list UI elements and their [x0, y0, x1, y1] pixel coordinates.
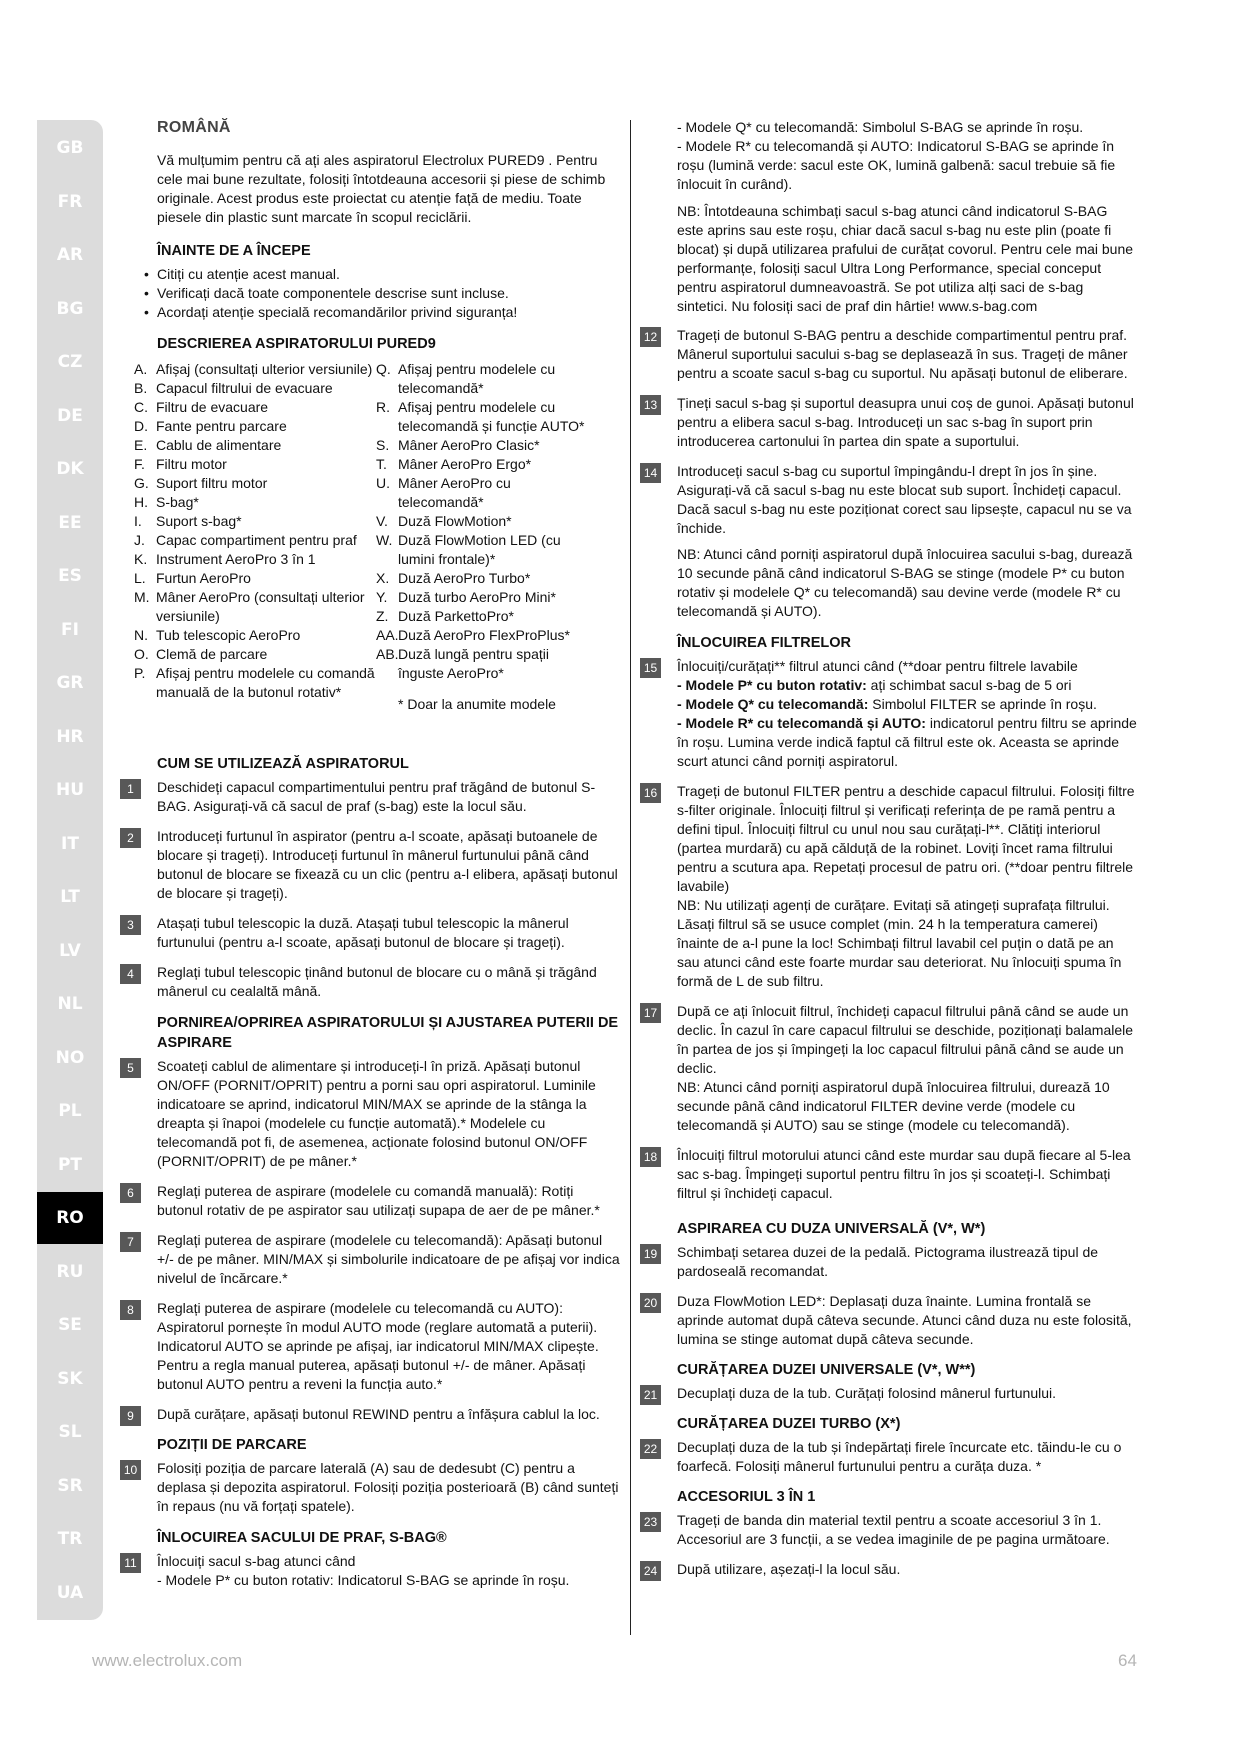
language-tab-es[interactable]: ES [58, 566, 82, 586]
power-steps [120, 1057, 620, 1424]
step-number: 15 [640, 658, 661, 678]
clean-turbo-heading: CURĂȚAREA DUZEI TURBO (X*) [677, 1416, 901, 1432]
step-number: 2 [120, 828, 141, 848]
parts-footnote: * Doar la anumite modele [398, 696, 556, 712]
language-tab-pl[interactable]: PL [58, 1101, 82, 1121]
step-text: După ce ați înlocuit filtrul, închideți capacul filtrului până când se aude un declic. În cazul în care capacul filtrului se deschide, poziționați balamalele în partea de jos și împingeți la loc capacul filtrului până când se aude un declic. [677, 1003, 1134, 1076]
part-item: H. S-bag* [134, 494, 199, 510]
part-item: F. Filtru motor [134, 456, 227, 472]
step-number: 10 [120, 1460, 141, 1480]
step [120, 1299, 620, 1394]
step-number: 13 [640, 395, 661, 415]
step-text: Atașați tubul telescopic la duză. Atașați tubul telescopic la mânerul furtunului (pentru a-l scoate, apăsați butonul de blocare și trageți). [157, 915, 569, 950]
page-title: ROMÂNĂ [157, 119, 231, 136]
step [120, 1057, 620, 1171]
power-heading: PORNIREA/OPRIREA ASPIRATORULUI ȘI AJUSTAREA PUTERII DE ASPIRARE [157, 1015, 619, 1051]
parts-list-right [376, 360, 591, 714]
language-tab-lv[interactable]: LV [59, 940, 81, 961]
part-item: I. Suport s-bag* [134, 513, 242, 529]
language-tab-no[interactable]: NO [55, 1047, 85, 1068]
step-text: Reglați puterea de aspirare (modelele cu comandă manuală): Rotiți butonul rotativ de pe aspirator sau utilizați supapa de aer de pe mâner.* [157, 1183, 600, 1218]
accessory-steps [640, 1511, 1137, 1579]
part-item: S. Mâner AeroPro Clasic* [376, 437, 540, 453]
language-tab-bg[interactable]: BG [56, 298, 84, 319]
language-tab-ar[interactable]: AR [56, 245, 84, 265]
bag-continued [677, 118, 1137, 316]
part-item: G. Suport filtru motor [134, 475, 268, 491]
left-column [120, 118, 620, 1601]
step-number: 14 [640, 463, 661, 483]
step-number: 6 [120, 1183, 141, 1203]
language-tab-ro[interactable]: RO [37, 1192, 103, 1244]
step [640, 326, 1137, 383]
step [120, 1405, 620, 1424]
footer-url: www.electrolux.com [92, 1651, 243, 1670]
language-tab-nl[interactable]: NL [57, 994, 83, 1014]
step-number: 1 [120, 779, 141, 799]
part-item: W. Duză FlowMotion LED (cu lumini frontale)* [376, 532, 561, 567]
part-item: A. Afișaj (consultați ulterior versiunile) [134, 361, 373, 377]
language-tab-it[interactable]: IT [61, 833, 79, 854]
step [120, 963, 620, 1001]
part-item: O. Clemă de parcare [134, 646, 268, 662]
usage-steps [120, 778, 620, 1001]
step-text: - Modele P* cu buton rotativ: ați schimbat sacul s-bag de 5 ori [677, 677, 1072, 693]
language-tab-fr[interactable]: FR [57, 191, 83, 212]
step-number: 24 [640, 1561, 661, 1581]
language-tab-hr[interactable]: HR [56, 726, 84, 747]
step [120, 1182, 620, 1220]
bag-steps [640, 326, 1137, 538]
step-text: - Modele P* cu buton rotativ: Indicatorul S-BAG se aprinde în roșu. [157, 1572, 570, 1588]
step [120, 914, 620, 952]
language-tab-gr[interactable]: GR [56, 673, 84, 693]
part-item: R. Afișaj pentru modelele cu telecomandă și funcție AUTO* [376, 399, 585, 434]
step [640, 782, 1137, 991]
part-item: P. Afișaj pentru modelele cu comandă manuală de la butonul rotativ* [134, 665, 375, 700]
step-text: Trageți de banda din material textil pentru a scoate accesoriul 3 în 1. Accesoriul are 3 funcții, a se vedea imaginile de pe pagina următoare. [677, 1512, 1110, 1547]
part-item: AB. Duză lungă pentru spații înguste AeroPro* [376, 646, 549, 681]
step-text: - Modele R* cu telecomandă și AUTO: indicatorul pentru filtru se aprinde în roșu. Lumina verde indică faptul că filtrul este ok. Aceasta se aprinde scurt atunci când porniți aspiratorul. [677, 715, 1137, 769]
step-text: Decuplați duza de la tub. Curățați folosind mânerul furtunului. [677, 1385, 1056, 1401]
step [120, 778, 620, 816]
step-text: Schimbați setarea duzei de la pedală. Pictograma ilustrează tipul de pardoseală recomandat. [677, 1244, 1099, 1279]
step-text: Decuplați duza de la tub și îndepărtați firele încurcate etc. tăindu-le cu o foarfecă. Folosiți mânerul furtunului pentru a curăța duza. * [677, 1439, 1122, 1474]
part-item: L. Furtun AeroPro [134, 570, 251, 586]
language-tab-ee[interactable]: EE [58, 512, 82, 533]
step-text: După utilizare, așezați-l la locul său. [677, 1561, 901, 1577]
step-number: 7 [120, 1232, 141, 1252]
step-text: Introduceți sacul s-bag cu suportul împingându-l drept în jos în șine. Asigurați-vă că sacul s-bag nu este blocat sub suport. Închideți capacul. Dacă sacul s-bag nu este poziționat corect sau lipsește, capacul nu se va închide. [677, 463, 1132, 536]
parts-list-left [134, 360, 376, 714]
step [640, 1438, 1137, 1476]
step [640, 657, 1137, 771]
description-heading: DESCRIEREA ASPIRATORULUI PURED9 [157, 336, 436, 352]
part-item: Z. Duză ParkettoPro* [376, 608, 514, 624]
part-item: K. Instrument AeroPro 3 în 1 [134, 551, 316, 567]
part-item: B. Capacul filtrului de evacuare [134, 380, 333, 396]
part-item: J. Capac compartiment pentru praf [134, 532, 357, 548]
part-item: Y. Duză turbo AeroPro Mini* [376, 589, 556, 605]
step-text: Reglați tubul telescopic ținând butonul de blocare cu o mână și trăgând mânerul cu cealaltă mână. [157, 964, 597, 999]
universal-steps [640, 1243, 1137, 1349]
step [640, 1002, 1137, 1135]
step-text: Introduceți furtunul în aspirator (pentru a-l scoate, apăsați butoanele de blocare și trageți). Introduceți furtunul în mânerul furtunului până când butonul de blocare se fixează cu un clic (pentru a-l elibera, apăsați butonul de blocare și trageți). [157, 828, 618, 901]
step-number: 12 [640, 327, 661, 347]
part-item: E. Cablu de alimentare [134, 437, 282, 453]
right-column [640, 118, 1137, 1590]
step-number: 18 [640, 1147, 661, 1167]
part-item: T. Mâner AeroPro Ergo* [376, 456, 532, 472]
step-text: Trageți de butonul FILTER pentru a deschide capacul filtrului. Folosiți filtre s-filter originale. Înlocuiți filtrul și verificați referința de pe ramă pentru a defini tipul. Înlocuiți filtrul cu unul nou sau curățați-l**. Clătiți interiorul (partea murdară) cu apă călduță de la robinet. Loviți încet rama filtrului pentru a scutura apa. Repetați procesul de patru ori. (**doar pentru filtrele lavabile) [677, 783, 1135, 894]
part-item: V. Duză FlowMotion* [376, 513, 512, 529]
step-number: 20 [640, 1293, 661, 1313]
parking-steps [120, 1459, 620, 1516]
step-number: 5 [120, 1058, 141, 1078]
parts-list [134, 360, 620, 714]
bag-note-2: NB: Atunci când porniți aspiratorul după înlocuirea sacului s-bag, durează 10 secunde până când indicatorul S-BAG se stinge (modele P* cu buton rotativ și modelele Q* cu telecomandă) sau devine verde (modele R* cu telecomandă și AUTO). [677, 546, 1133, 619]
before-list [144, 265, 620, 322]
language-tab-sl[interactable]: SL [58, 1422, 82, 1442]
step-number: 21 [640, 1385, 661, 1405]
part-item: U. Mâner AeroPro cu telecomandă* [376, 475, 511, 510]
part-item: D. Fante pentru parcare [134, 418, 287, 434]
step-text: Folosiți poziția de parcare laterală (A) sau de dedesubt (C) pentru a deplasa și depozita aspiratorul. Folosiți poziția posterioară (B) când sunteți în repaus (nu vă forțați spatele). [157, 1460, 619, 1514]
step [120, 1552, 620, 1590]
part-item: Q. Afișaj pentru modelele cu telecomandă* [376, 361, 556, 396]
step-text: Înlocuiți sacul s-bag atunci când [157, 1553, 356, 1569]
step [120, 1459, 620, 1516]
intro-text: Vă mulțumim pentru că ați ales aspiratorul Electrolux PURED9 . Pentru cele mai bune rezultate, folosiți întotdeauna accesorii și piese de schimb originale. Acest produs este proiectat cu atenție față de mediu. Toate piesele din plastic sunt marcate în scopul reciclării. [157, 152, 606, 225]
step [640, 1243, 1137, 1281]
step-text: Înlocuiți/curățați** filtrul atunci când (**doar pentru filtrele lavabile [677, 658, 1078, 674]
part-item: C. Filtru de evacuare [134, 399, 269, 415]
step [640, 1511, 1137, 1549]
step [120, 1231, 620, 1288]
accessory-heading: ACCESORIUL 3 ÎN 1 [677, 1489, 816, 1505]
language-tab-dk[interactable]: DK [56, 459, 84, 479]
step [640, 462, 1137, 538]
part-item: AA. Duză AeroPro FlexProPlus* [376, 627, 570, 643]
language-tab-tr[interactable]: TR [57, 1529, 83, 1549]
step [640, 1146, 1137, 1203]
step-note: NB: Nu utilizați agenți de curățare. Evitați să atingeți suprafața filtrului. Lăsați filtrul să se usuce complet (min. 24 h la temperatura camerei) înainte de a-l pune la loc! Schimbați filtrul lavabil cel puțin o dată pe an sau atunci când este foarte murdar sau deteriorat. Nu înlocuiți spuma în formă de L de sub filtru. [677, 897, 1122, 989]
step-text: Deschideți capacul compartimentului pentru praf trăgând de butonul S-BAG. Asigurați-vă că sacul de praf (s-bag) este la locul său. [157, 779, 596, 814]
step-number: 9 [120, 1406, 141, 1426]
filters-heading: ÎNLOCUIREA FILTRELOR [677, 635, 851, 651]
language-sidebar [37, 120, 103, 1620]
bag-model-r: - Modele R* cu telecomandă și AUTO: Indicatorul S-BAG se aprinde în roșu (lumină verde: sacul este OK, lumină galbenă: sacul trebuie să fie înlocuit în curând). [677, 138, 1116, 192]
usage-heading: CUM SE UTILIZEAZĂ ASPIRATORUL [157, 756, 409, 772]
step-text: Înlocuiți filtrul motorului atunci când este murdar sau după fiecare al 5-lea sac s-bag. Împingeți suportul pentru filtru în jos și scoateți-l. Schimbați filtrul și închideți capacul. [677, 1147, 1131, 1201]
language-tab-ua[interactable]: UA [56, 1582, 84, 1603]
language-tab-se[interactable]: SE [58, 1315, 82, 1335]
part-item: X. Duză AeroPro Turbo* [376, 570, 531, 586]
before-item: • Acordați atenție specială recomandărilor privind siguranța! [144, 303, 620, 322]
step-note: NB: Atunci când porniți aspiratorul după înlocuirea filtrului, durează 10 secunde până când indicatorul FILTER devine verde (modele cu telecomandă și AUTO) sau se stinge (modele cu telecomandă). [677, 1079, 1110, 1133]
language-tab-cz[interactable]: CZ [57, 352, 83, 372]
step [640, 1292, 1137, 1349]
step-number: 3 [120, 915, 141, 935]
step-text: Trageți de butonul S-BAG pentru a deschide compartimentul pentru praf. Mânerul suportului sacului s-bag se deplasează în sus. Trageți de mâner pentru a scoate sacul s-bag cu suportul. Nu apăsați butonul de eliberare. [677, 327, 1128, 381]
column-divider [630, 120, 631, 1635]
step-number: 23 [640, 1512, 661, 1532]
language-tab-ru[interactable]: RU [56, 1261, 84, 1282]
language-tab-lt[interactable]: LT [60, 887, 80, 907]
before-item: • Citiți cu atenție acest manual. [144, 265, 620, 284]
parking-heading: POZIȚII DE PARCARE [157, 1437, 307, 1453]
part-item: M. Mâner AeroPro (consultați ulterior versiunile) [134, 589, 365, 624]
language-tab-de[interactable]: DE [57, 405, 83, 426]
language-tab-hu[interactable]: HU [55, 780, 85, 800]
step [640, 1560, 1137, 1579]
bag-note: NB: Întotdeauna schimbați sacul s-bag atunci când indicatorul S-BAG este aprins sau este roșu, chiar dacă sacul s-bag nu este plin (poate fi blocat) și după utilizarea prafului de curățat covorul. Pentru cele mai bune performanțe, folosiți sacul Ultra Long Performance, special conceput pentru aspiratorul dumneavoastră. Se pot utiliza alți saci de s-bag sintetici. Nu folosiți saci de praf din hârtie! www.s-bag.com [677, 203, 1134, 314]
step-number: 16 [640, 783, 661, 803]
step-text: Duza FlowMotion LED*: Deplasați duza înainte. Lumina frontală se aprinde automat după câteva secunde. Atunci când duza nu este folosită, lumina se stinge automat după câteva secunde. [677, 1293, 1132, 1347]
step-number: 19 [640, 1244, 661, 1264]
step-text: Reglați puterea de aspirare (modelele cu telecomandă): Apăsați butonul +/- de pe mâner. MIN/MAX și simbolurile indicatoare de pe afișaj vor indica nivelul de încărcare.* [157, 1232, 620, 1286]
clean-universal-steps [640, 1384, 1137, 1403]
language-tab-gb[interactable]: GB [56, 138, 84, 158]
language-tab-sr[interactable]: SR [57, 1475, 83, 1496]
step-number: 11 [120, 1553, 141, 1573]
before-heading: ÎNAINTE DE A ÎNCEPE [157, 243, 311, 259]
clean-universal-heading: CURĂȚAREA DUZEI UNIVERSALE (V*, W**) [677, 1362, 976, 1378]
before-item: • Verificați dacă toate componentele descrise sunt incluse. [144, 284, 620, 303]
step-number: 22 [640, 1439, 661, 1459]
language-tab-fi[interactable]: FI [61, 619, 79, 640]
step-text: Țineți sacul s-bag și suportul deasupra unui coș de gunoi. Apăsați butonul pentru a elibera sacul s-bag. Introduceți un sac s-bag în suport prin introducerea cartonului în partea din spate a suportului. [677, 395, 1134, 449]
step-text: După curățare, apăsați butonul REWIND pentru a înfășura cablul la loc. [157, 1406, 600, 1422]
step [640, 1384, 1137, 1403]
bag-model-q: - Modele Q* cu telecomandă: Simbolul S-BAG se aprinde în roșu. [677, 119, 1084, 135]
language-tab-pt[interactable]: PT [57, 1154, 83, 1175]
bag-heading: ÎNLOCUIREA SACULUI DE PRAF, S-BAG® [157, 1530, 447, 1546]
step-text: - Modele Q* cu telecomandă: Simbolul FILTER se aprinde în roșu. [677, 696, 1097, 712]
universal-heading: ASPIRAREA CU DUZA UNIVERSALĂ (V*, W*) [677, 1221, 986, 1237]
language-tab-sk[interactable]: SK [57, 1368, 83, 1389]
step-number: 8 [120, 1300, 141, 1320]
step-number: 17 [640, 1003, 661, 1023]
page-number: 64 [1118, 1651, 1137, 1670]
step [640, 394, 1137, 451]
step-text: Reglați puterea de aspirare (modelele cu telecomandă cu AUTO): Aspiratorul pornește în modul AUTO mode (reglare automată a puterii). Indicatorul AUTO se aprinde pe afișaj, iar indicatorul MIN/MAX clipește. Pentru a regla manual puterea, apăsați butonul +/- de mâner. Apăsați butonul AUTO pentru a reveni la funcția auto.* [157, 1300, 599, 1392]
step-number: 4 [120, 964, 141, 984]
clean-turbo-steps [640, 1438, 1137, 1476]
part-item: N. Tub telescopic AeroPro [134, 627, 301, 643]
step [120, 827, 620, 903]
step-text: Scoateți cablul de alimentare și introduceți-l în priză. Apăsați butonul ON/OFF (PORNIT/OPRIT) pentru a porni sau opri aspiratorul. Luminile indicatoare se aprind, indicatorul MIN/MAX se aprinde de la stânga la dreapta și înapoi (modelele cu funcție automată).* Modelele cu telecomandă pot fi, de asemenea, acționate folosind butonul ON/OFF (PORNIT/OPRIT) de pe mâner.* [157, 1058, 596, 1169]
